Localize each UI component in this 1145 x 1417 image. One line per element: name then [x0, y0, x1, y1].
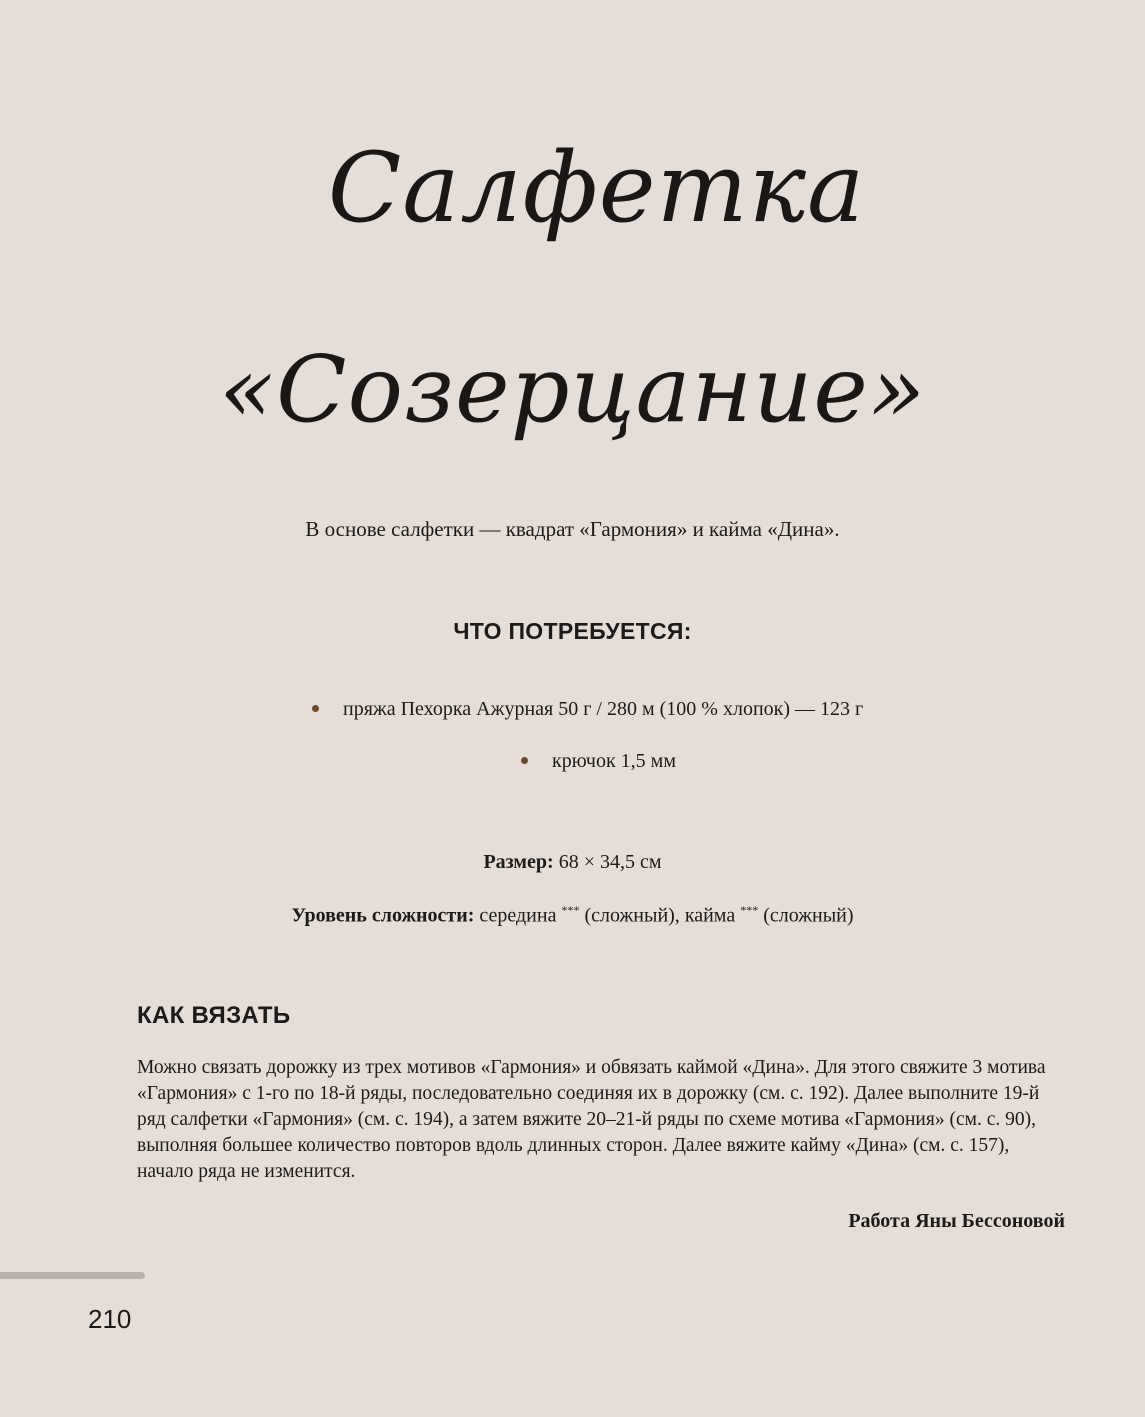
materials-item-yarn	[312, 698, 863, 721]
difficulty-line	[0, 903, 1145, 928]
size-line	[0, 851, 1145, 874]
materials-item-hook	[521, 750, 676, 773]
size-label: Размер:	[483, 851, 554, 873]
author-credit: Работа Яны Бессоновой	[848, 1210, 1065, 1232]
materials-item-label: пряжа Пехорка Ажурная 50 г / 280 м (100 % хлопок) — 123 г	[343, 698, 864, 720]
howto-heading: КАК ВЯЗАТЬ	[137, 1002, 291, 1029]
materials-item-label: крючок 1,5 мм	[552, 750, 676, 772]
howto-text: Можно связать дорожку из трех мотивов «Гармония» и обвязать каймой «Дина». Для этого свяжите 3 мотива «Гармония» с 1-го по 18-й ряды, последовательно соединяя их в дорожку (см. с. 192). Далее выполните 19-й ряд салфетки «Гармония» (см. с. 194), а затем вяжите 20–21-й ряды по схеме мотива «Гармония» (см. с. 90), выполняя большее количество повторов вдоль длинных сторон. Далее вяжите кайму «Дина» (см. с. 157), начало ряда не изменится.	[137, 1057, 1046, 1182]
difficulty-label: Уровень сложности:	[291, 904, 475, 927]
size-value: 68 × 34,5 см	[558, 851, 662, 873]
materials-heading: ЧТО ПОТРЕБУЕТСЯ:	[453, 618, 692, 644]
page-title-line-1: Салфетка	[327, 132, 866, 244]
page-marker-bar	[0, 1272, 145, 1279]
bullet-dot-icon	[521, 757, 528, 764]
bullet-dot-icon	[312, 705, 319, 712]
difficulty-middle: середина	[479, 904, 557, 927]
difficulty-middle-text: (сложный),	[584, 904, 680, 927]
page-title-line-2: «Созерцание»	[218, 336, 927, 443]
difficulty-border-text: (сложный)	[763, 904, 854, 927]
difficulty-middle-stars: ***	[561, 903, 580, 917]
difficulty-border: кайма	[684, 904, 736, 927]
difficulty-border-stars: ***	[740, 903, 759, 917]
page-number: 210	[88, 1304, 132, 1334]
subtitle: В основе салфетки — квадрат «Гармония» и кайма «Дина».	[305, 517, 840, 541]
